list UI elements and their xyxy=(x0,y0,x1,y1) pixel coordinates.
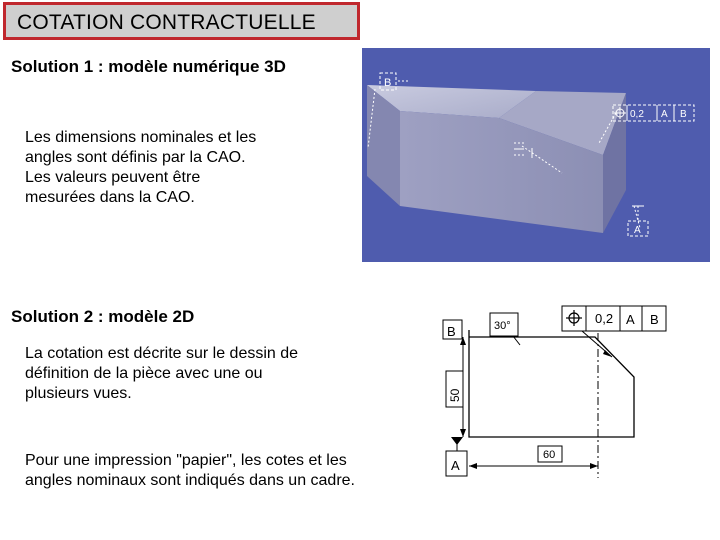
angle-frame xyxy=(490,313,518,336)
solution2-text-paper: Pour une impression "papier", les cotes et les angles nominaux sont indiqués dans un cadre. xyxy=(25,452,355,489)
tolerance-ref-a: A xyxy=(626,312,635,327)
solution1-heading: Solution 1 : modèle numérique 3D xyxy=(11,57,286,76)
cad-3d-view xyxy=(362,48,710,262)
solution1-text: Les dimensions nominales et les angles sont définis par la CAO. Les valeurs peuvent être mesurées dans la CAO. xyxy=(25,129,257,206)
datum-b-label: B xyxy=(447,324,456,339)
page-title: COTATION CONTRACTUELLE xyxy=(17,11,316,34)
part-outline xyxy=(469,330,634,437)
angle-label: 30° xyxy=(494,320,511,332)
cad-datum-b-label: B xyxy=(384,77,392,89)
cad-datum-a xyxy=(628,206,648,236)
width-label: 60 xyxy=(543,449,556,461)
solution2-heading: Solution 2 : modèle 2D xyxy=(11,307,195,326)
height-frame xyxy=(446,371,463,407)
cad-tolerance-value: 0,2 xyxy=(630,109,644,120)
title-box xyxy=(3,2,360,40)
height-label: 50 xyxy=(448,388,462,402)
datum-a-label: A xyxy=(451,458,460,473)
position-icon xyxy=(569,313,579,323)
tolerance-frame xyxy=(562,306,666,331)
cad-3d-model xyxy=(362,48,710,262)
tolerance-leader xyxy=(582,331,612,357)
datum-a-frame xyxy=(446,451,467,476)
tolerance-ref-b: B xyxy=(650,312,659,327)
width-frame xyxy=(538,446,562,462)
datum-b-frame xyxy=(443,320,462,339)
tolerance-value: 0,2 xyxy=(595,311,614,326)
solution2-text-views: La cotation est décrite sur le dessin de définition de la pièce avec une ou plusieurs vues. xyxy=(25,345,299,402)
cad-ref-a: A xyxy=(661,109,668,120)
cad-datum-a-label: A xyxy=(634,225,641,236)
cad-ref-b: B xyxy=(680,109,687,120)
